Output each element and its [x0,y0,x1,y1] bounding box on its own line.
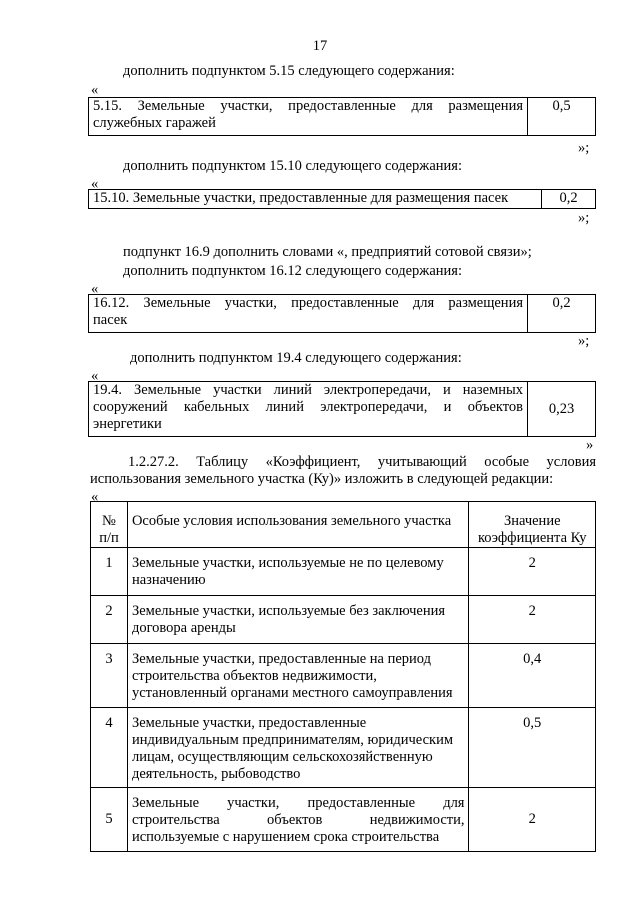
amendment-intro: дополнить подпунктом 15.10 следующего содержания: [123,158,462,174]
row-number: 4 [91,708,128,788]
row-text: Земельные участки, предоставленные на период строительства объектов недвижимости, установленный органами местного самоуправления [127,644,469,708]
row-value: 2 [469,548,596,596]
amendment-table [88,189,596,209]
amendment-intro: подпункт 16.9 дополнить словами «, предприятий сотовой связи»; [123,244,532,260]
table-row [91,596,596,644]
row-text: Земельные участки, используемые без заключения договора аренды [127,596,469,644]
table-row [91,708,596,788]
row-value: 0,4 [469,644,596,708]
open-quote: « [91,281,99,297]
close-quote: »; [578,333,590,349]
row-text: Земельные участки, предоставленные для строительства объектов недвижимости, используемые с нарушением срока строительства [127,788,469,852]
row-text: Земельные участки, используемые не по целевому назначению [127,548,469,596]
row-value: 2 [469,596,596,644]
open-quote: « [91,489,99,505]
open-quote: « [91,176,99,192]
header-value: Значение коэффициента Ку [469,502,596,548]
amendment-text: 16.12. Земельные участки, предоставленные для размещения пасек [89,295,528,333]
amendment-value: 0,2 [542,190,596,209]
close-quote: »; [578,140,590,156]
amendment-text: 5.15. Земельные участки, предоставленные для размещения служебных гаражей [89,98,528,136]
clause-paragraph: 1.2.27.2. Таблицу «Коэффициент, учитывающий особые условия использования земельного участка (Ку)» изложить в следующей редакции: [90,454,596,487]
row-number: 1 [91,548,128,596]
header-number: № п/п [91,502,128,548]
row-number: 3 [91,644,128,708]
amendment-intro: дополнить подпунктом 19.4 следующего содержания: [130,350,462,366]
amendment-table [88,97,596,136]
row-value: 2 [469,788,596,852]
table-header-row [91,502,596,548]
amendment-intro: дополнить подпунктом 5.15 следующего содержания: [123,63,455,79]
amendment-text: 19.4. Земельные участки линий электропередачи, и наземных сооружений кабельных линий электропередачи, и объектов энергетики [89,382,528,437]
coefficient-table [90,501,596,852]
close-quote: »; [578,210,590,226]
header-conditions: Особые условия использования земельного участка [127,502,469,548]
amendment-table [88,381,596,437]
close-quote: » [586,437,594,453]
row-number: 5 [91,788,128,852]
row-number: 2 [91,596,128,644]
amendment-text: 15.10. Земельные участки, предоставленные для размещения пасек [89,190,542,209]
amendment-table [88,294,596,333]
open-quote: « [91,82,99,98]
row-text: Земельные участки, предоставленные индивидуальным предпринимателям, юридическим лицам, осуществляющим сельскохозяйственную деятельность, рыбоводство [127,708,469,788]
page-number: 17 [312,38,328,54]
amendment-value: 0,23 [528,382,596,437]
row-value: 0,5 [469,708,596,788]
table-row [91,644,596,708]
amendment-intro: дополнить подпунктом 16.12 следующего содержания: [123,263,462,279]
table-row [91,548,596,596]
amendment-value: 0,5 [528,98,596,136]
amendment-value: 0,2 [528,295,596,333]
open-quote: « [91,368,99,384]
table-row [91,788,596,852]
